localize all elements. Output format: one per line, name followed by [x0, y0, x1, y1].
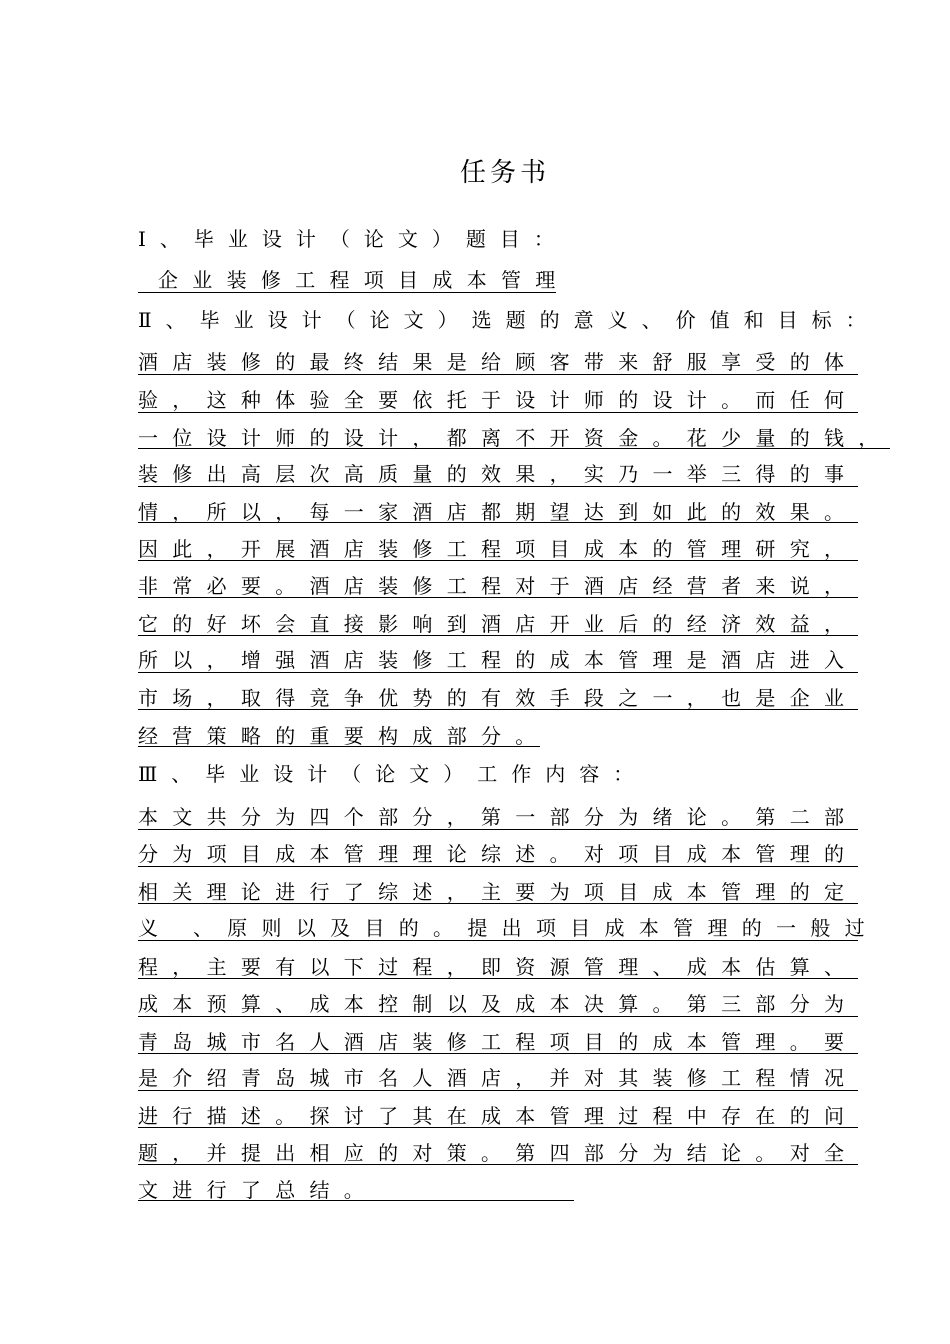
underline	[138, 1090, 858, 1091]
underline	[138, 866, 858, 867]
underline	[138, 1127, 858, 1128]
underline	[138, 1053, 858, 1054]
underline	[138, 903, 858, 904]
section-3-line: 进行描述。探讨了其在成本管理过程中存在的问	[138, 1104, 859, 1128]
page-title: 任务书	[459, 158, 550, 188]
underline	[138, 448, 890, 449]
underline	[138, 412, 858, 413]
section-3-line: 相关理论进行了综述，主要为项目成本管理的定	[138, 880, 859, 904]
section-2-line: 经营策略的重要构成部分。	[138, 724, 550, 748]
section-2-heading: Ⅱ、毕业设计（论文）选题的意义、价值和目标：	[138, 308, 880, 332]
section-3-line: 是介绍青岛城市名人酒店，并对其装修工程情况	[138, 1066, 859, 1090]
section-2-line: 市场，取得竞争优势的有效手段之一，也是企业	[138, 686, 859, 710]
underline	[138, 829, 858, 830]
section-3-line: 文进行了总结。	[138, 1178, 379, 1202]
section-2-line: 非常必要。酒店装修工程对于酒店经营者来说，	[138, 574, 859, 598]
topic-underline	[138, 292, 556, 293]
section-3-line: 题，并提出相应的对策。第四部分为结论。对全	[138, 1141, 859, 1165]
section-2-line: 验，这种体验全要依托于设计师的设计。而任何	[138, 388, 859, 412]
thesis-topic: 企业装修工程项目成本管理	[158, 268, 570, 292]
underline	[138, 597, 858, 598]
section-3-heading: Ⅲ、毕业设计（论文）工作内容：	[138, 762, 648, 786]
section-2-line: 情，所以，每一家酒店都期望达到如此的效果。	[138, 500, 859, 524]
underline	[138, 709, 858, 710]
section-2-line: 所以，增强酒店装修工程的成本管理是酒店进入	[138, 648, 859, 672]
underline	[138, 522, 858, 523]
section-2-line: 它的好坏会直接影响到酒店开业后的经济效益，	[138, 612, 859, 636]
underline	[138, 635, 858, 636]
section-1-heading: Ⅰ、毕业设计（论文）题目：	[138, 227, 568, 251]
section-2-line: 因此，开展酒店装修工程项目成本的管理研究，	[138, 537, 859, 561]
underline	[138, 940, 858, 941]
section-3-line: 程，主要有以下过程，即资源管理、成本估算、	[138, 955, 859, 979]
section-3-line: 成本预算、成本控制以及成本决算。第三部分为	[138, 992, 859, 1016]
underline	[138, 1200, 574, 1201]
section-3-line: 本文共分为四个部分，第一部分为绪论。第二部	[138, 805, 859, 829]
section-3-line: 义 、原则以及目的。提出项目成本管理的一般过	[138, 916, 879, 940]
underline	[138, 374, 858, 375]
underline	[138, 1164, 858, 1165]
underline	[138, 672, 858, 673]
underline	[138, 560, 858, 561]
underline	[138, 746, 540, 747]
underline	[138, 1016, 858, 1017]
section-2-line: 一位设计师的设计，都离不开资金。花少量的钱，	[138, 426, 893, 450]
section-3-line: 青岛城市名人酒店装修工程项目的成本管理。要	[138, 1030, 859, 1054]
section-2-line: 酒店装修的最终结果是给顾客带来舒服享受的体	[138, 350, 859, 374]
section-3-line: 分为项目成本管理理论综述。对项目成本管理的	[138, 842, 859, 866]
section-2-line: 装修出高层次高质量的效果，实乃一举三得的事	[138, 462, 859, 486]
underline	[138, 486, 858, 487]
underline	[138, 978, 858, 979]
